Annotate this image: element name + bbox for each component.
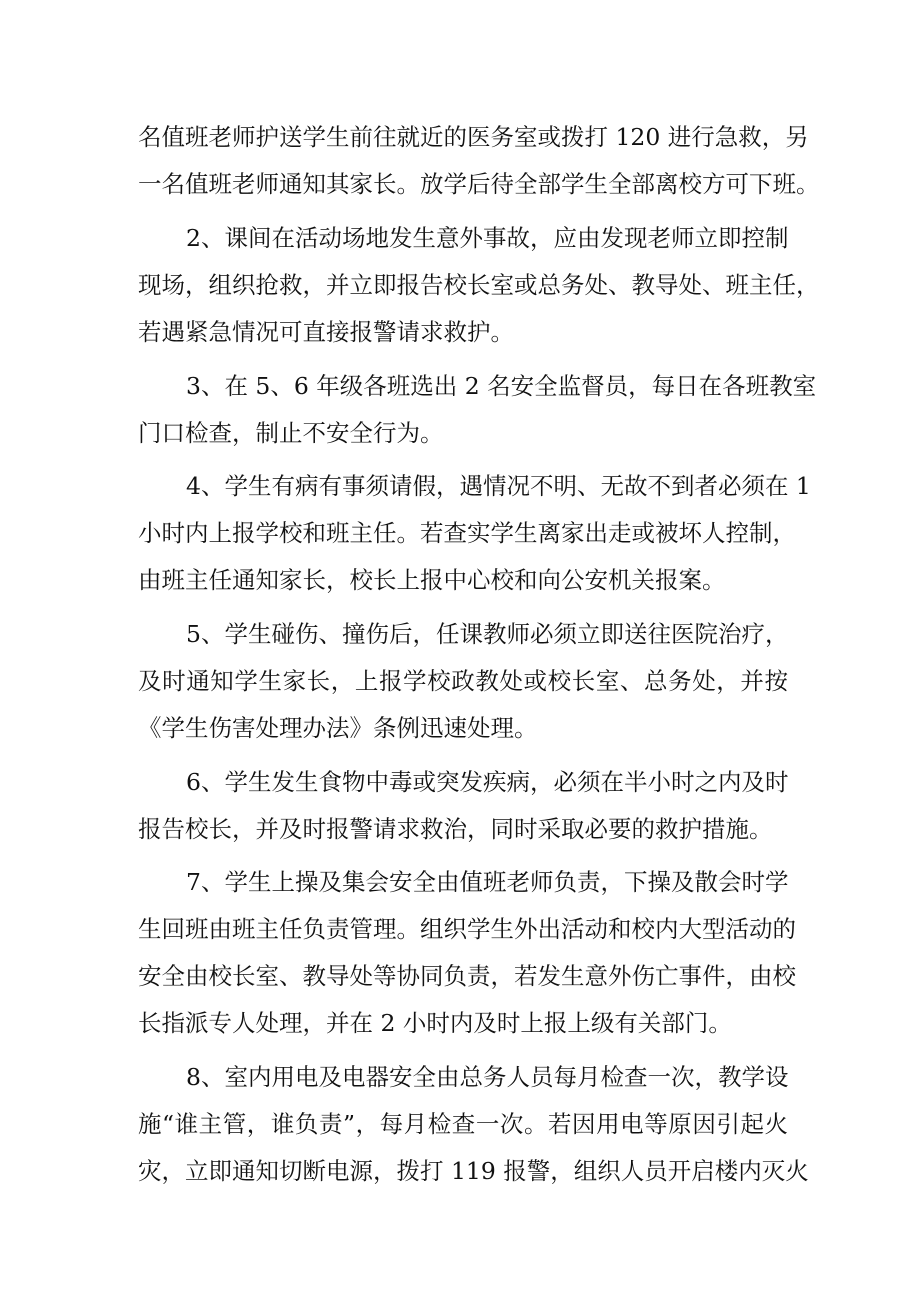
text-line-17: 生回班由班主任负责管理。组织学生外出活动和校内大型活动的 — [138, 915, 796, 943]
text-line-19: 长指派专人处理，并在 2 小时内及时上报上级有关部门。 — [138, 1009, 732, 1037]
text-line-15: 报告校长，并及时报警请求救治，同时采取必要的救护措施。 — [138, 815, 773, 843]
text-line-1: 名值班老师护送学生前往就近的医务室或拨打 120 进行急救，另 — [138, 123, 809, 151]
text-line-12: 及时通知学生家长，上报学校政教处或校长室、总务处，并按 — [138, 667, 788, 695]
text-line-6: 3、在 5、6 年级各班选出 2 名安全监督员，每日在各班教室 — [186, 372, 817, 400]
text-line-5: 若遇紧急情况可直接报警请求救护。 — [138, 318, 514, 346]
text-line-20: 8、室内用电及电器安全由总务人员每月检查一次，教学设 — [186, 1063, 789, 1091]
text-line-16: 7、学生上操及集会安全由值班老师负责，下操及散会时学 — [186, 868, 789, 896]
text-line-14: 6、学生发生食物中毒或突发疾病，必须在半小时之内及时 — [186, 768, 789, 796]
text-line-18: 安全由校长室、教导处等协同负责，若发生意外伤亡事件，由校 — [138, 962, 796, 990]
text-line-9: 小时内上报学校和班主任。若查实学生离家出走或被坏人控制， — [138, 519, 796, 547]
text-line-3: 2、课间在活动场地发生意外事故，应由发现老师立即控制 — [186, 224, 789, 252]
text-line-22: 灾，立即通知切断电源，拨打 119 报警，组织人员开启楼内灭火 — [138, 1157, 809, 1185]
text-line-21: 施“谁主管，谁负责”，每月检查一次。若因用电等原因引起火 — [138, 1110, 788, 1138]
text-line-7: 门口检查，制止不安全行为。 — [138, 419, 444, 447]
text-line-11: 5、学生碰伤、撞伤后，任课教师必须立即送往医院治疗， — [186, 620, 789, 648]
text-line-10: 由班主任通知家长，校长上报中心校和向公安机关报案。 — [138, 566, 726, 594]
text-line-8: 4、学生有病有事须请假，遇情况不明、无故不到者必须在 1 — [186, 472, 811, 500]
text-line-4: 现场，组织抢救，并立即报告校长室或总务处、教导处、班主任， — [138, 271, 820, 299]
text-line-2: 一名值班老师通知其家长。放学后待全部学生全部离校方可下班。 — [138, 170, 820, 198]
text-line-13: 《学生伤害处理办法》条例迅速处理。 — [138, 714, 538, 742]
